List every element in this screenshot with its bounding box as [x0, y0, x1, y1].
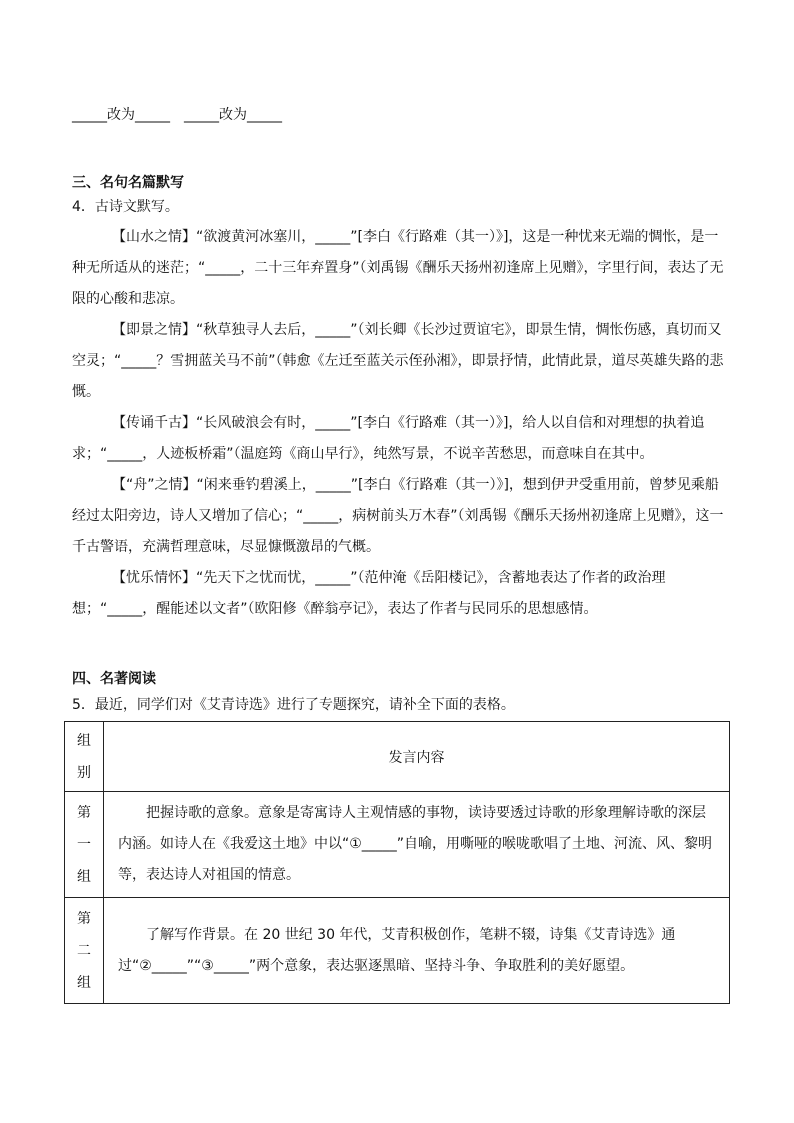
question-4-prompt: 4．古诗文默写。: [72, 199, 179, 215]
header-group-char: 组: [77, 732, 91, 749]
content-text: 把握诗歌的意象。意象是寄寓诗人主观情感的事物，读诗要透过诗歌的形象理解诗歌的深层内涵。如诗人在《我爱这土地》中以“①_____”自喻，用嘶哑的喉咙歌唱了土地、河流、风、黎明等，表达诗人对祖国的情意。: [118, 805, 713, 883]
group-cell: [65, 898, 104, 1004]
header-content-cell: 发言内容: [104, 722, 730, 792]
group-char: 一: [77, 836, 91, 853]
header-group-char: 别: [77, 764, 91, 781]
group-char: 第: [77, 804, 91, 821]
group-char: 组: [77, 868, 91, 885]
paragraph-youle: 【忧乐情怀】“先天下之忧而忧，_____”（范仲淹《岳阳楼记》，含蓄地表达了作者的政治理想；“_____，醒能述以文者”（欧阳修《醉翁亭记》，表达了作者与民同乐的思想感情。: [72, 570, 666, 617]
header-group-cell: [65, 722, 104, 792]
discussion-table: [64, 721, 730, 1004]
question-5-prompt: 5．最近，同学们对《艾青诗选》进行了专题探究，请补全下面的表格。: [72, 697, 515, 713]
group-cell: [65, 792, 104, 898]
section-4-title: 四、名著阅读: [72, 671, 156, 687]
group-char: 第: [77, 910, 91, 927]
group-char: 组: [77, 974, 91, 991]
paragraph-shanshui: 【山水之情】“欲渡黄河冰塞川，_____”[李白《行路难（其一）》]，这是一种忧来无端的惆怅，是一种无所适从的迷茫；“_____，二十三年弃置身”（刘禹锡《酬乐天扬州初逢席上见赠》，字里行间，表达了无限的心酸和悲凉。: [72, 229, 724, 307]
poetry-dictation-block: [72, 222, 724, 625]
table-row: [65, 792, 730, 898]
paragraph-chuansong: 【传诵千古】“长风破浪会有时，_____”[李白《行路难（其一）》]，给人以自信和对理想的执着追求；“_____，人迹板桥霜”（温庭筠《商山早行》，纯然写景，不说辛苦愁思，而意味自在其中。: [72, 415, 705, 462]
correction-line-1: _____改为_____: [72, 107, 170, 123]
content-cell: [104, 898, 730, 1004]
paragraph-zhou: 【“舟”之情】“闲来垂钓碧溪上，_____”[李白《行路难（其一）》]，想到伊尹受重用前，曾梦见乘船经过太阳旁边，诗人又增加了信心；“_____，病树前头万木春”（刘禹锡《酬乐天扬州初逢席上见赠》，这一千古警语，充满哲理意味，尽显慷慨激昂的气概。: [72, 477, 724, 555]
section-3-title: 三、名句名篇默写: [72, 175, 184, 191]
correction-line-2: _____改为_____: [184, 107, 282, 123]
paragraph-jijing: 【即景之情】“秋草独寻人去后，_____”（刘长卿《长沙过贾谊宅》，即景生情，惆怅伤感，真切而又空灵；“_____？雪拥蓝关马不前”（韩愈《左迁至蓝关示侄孙湘》，即景抒情，此情此景，道尽英雄失路的悲慨。: [72, 322, 724, 400]
table-row: [65, 898, 730, 1004]
content-cell: [104, 792, 730, 898]
group-char: 二: [77, 942, 91, 959]
table-header-row: [65, 722, 730, 792]
content-text: 了解写作背景。在 20 世纪 30 年代，艾青积极创作，笔耕不辍，诗集《艾青诗选》通过“②_____”“③_____”两个意象，表达驱逐黑暗、坚持斗争、争取胜利的美好愿望。: [118, 926, 676, 974]
